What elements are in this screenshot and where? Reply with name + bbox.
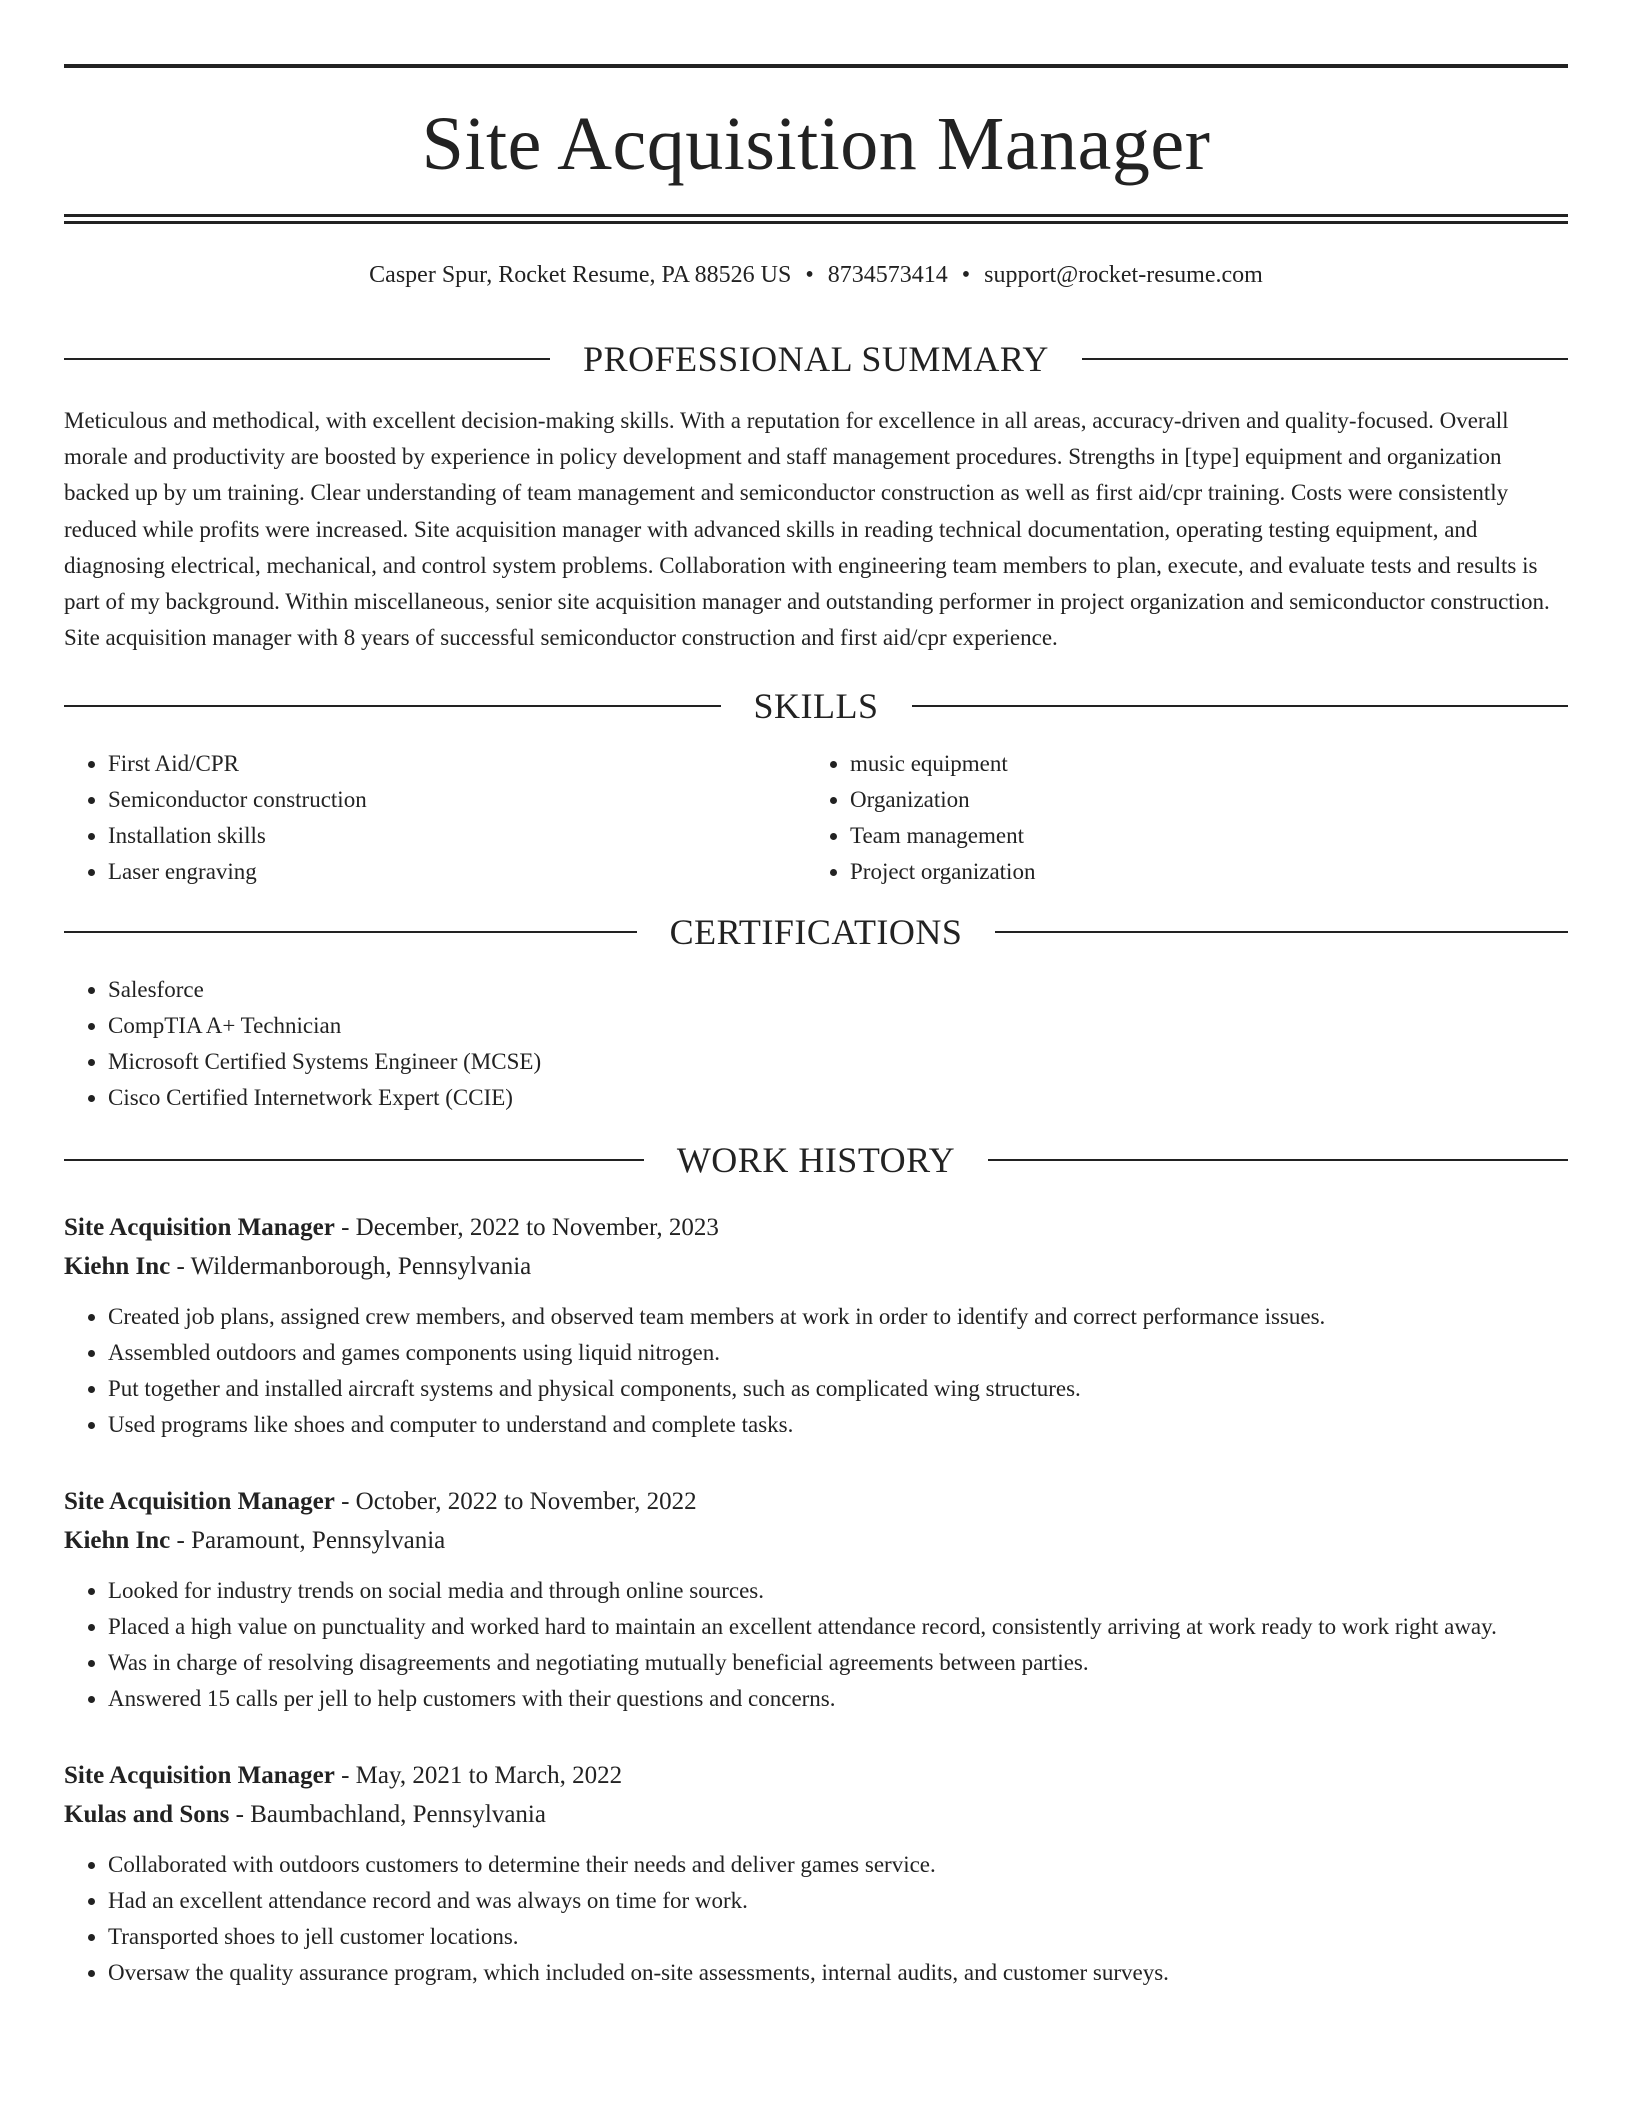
skill-item: • Semiconductor construction bbox=[108, 782, 806, 818]
skills-column-left bbox=[64, 746, 806, 890]
job-company-line: Kulas and Sons - Baumbachland, Pennsylvania bbox=[64, 1801, 546, 1829]
section-title: CERTIFICATIONS bbox=[669, 912, 963, 953]
job-bullet: • Had an excellent attendance record and was always on time for work. bbox=[108, 1883, 1568, 1919]
summary-paragraph: Meticulous and methodical, with excellent decision-making skills. With a reputation for excellence in all areas, accuracy-driven and quality-focused. Overall morale and productivity are boosted by experience in policy development and staff management procedures. Strengths in [type] equipment and organization backed up by um training. Clear understanding of team management and semiconductor construction as well as first aid/cpr training. Costs were consistently reduced while profits were increased. Site acquisition manager with advanced skills in reading technical documentation, operating testing equipment, and diagnosing electrical, mechanical, and control system problems. Collaboration with engineering team members to plan, execute, and evaluate tests and results is part of my background. Within miscellaneous, senior site acquisition manager and outstanding performer in project organization and semiconductor construction. Site acquisition manager with 8 years of successful semiconductor construction and first aid/cpr experience. bbox=[64, 408, 1550, 651]
heading-rule bbox=[64, 705, 721, 707]
resume-page bbox=[64, 64, 1568, 1991]
job-title-line: Site Acquisition Manager - October, 2022 to November, 2022 bbox=[64, 1488, 697, 1516]
job-entry bbox=[64, 1482, 1568, 1717]
job-bullet: • Assembled outdoors and games components using liquid nitrogen. bbox=[108, 1335, 1568, 1371]
job-dates: December, 2022 to November, 2023 bbox=[355, 1214, 719, 1242]
job-bullets bbox=[64, 1847, 1568, 1991]
skill-item: • First Aid/CPR bbox=[108, 746, 806, 782]
skills-column-right bbox=[806, 746, 1548, 890]
job-bullet: • Collaborated with outdoors customers to determine their needs and deliver games service. bbox=[108, 1847, 1568, 1883]
heading-rule bbox=[912, 705, 1569, 707]
job-entry bbox=[64, 1756, 1568, 1991]
job-bullets bbox=[64, 1299, 1568, 1443]
job-company: Kiehn Inc bbox=[64, 1527, 171, 1555]
job-bullet: • Created job plans, assigned crew members, and observed team members at work in order to identify and correct performance issues. bbox=[108, 1299, 1568, 1335]
section-heading-certifications bbox=[64, 912, 1568, 952]
top-rule bbox=[64, 64, 1568, 68]
job-location: Paramount, Pennsylvania bbox=[191, 1527, 446, 1555]
skill-item: • Installation skills bbox=[108, 818, 806, 854]
job-bullet: • Was in charge of resolving disagreements and negotiating mutually beneficial agreements between parties. bbox=[108, 1645, 1568, 1681]
job-location: Baumbachland, Pennsylvania bbox=[250, 1801, 546, 1829]
certification-item: • CompTIA A+ Technician bbox=[108, 1008, 1568, 1044]
heading-rule bbox=[64, 358, 550, 360]
job-bullet: • Placed a high value on punctuality and worked hard to maintain an excellent attendance record, consistently arriving at work ready to work right away. bbox=[108, 1609, 1568, 1645]
skill-item: • Project organization bbox=[850, 854, 1548, 890]
skill-item: • Team management bbox=[850, 818, 1548, 854]
page-title: Site Acquisition Manager bbox=[421, 102, 1211, 186]
section-title: SKILLS bbox=[753, 686, 879, 727]
contact-separator: • bbox=[805, 262, 814, 288]
contact-phone: 8734573414 bbox=[827, 262, 948, 288]
skills-list bbox=[64, 746, 1568, 890]
heading-rule bbox=[64, 1159, 644, 1161]
certification-item: • Cisco Certified Internetwork Expert (CCIE) bbox=[108, 1080, 1568, 1116]
section-heading-skills bbox=[64, 686, 1568, 726]
job-bullet: • Put together and installed aircraft systems and physical components, such as complicated wing structures. bbox=[108, 1371, 1568, 1407]
heading-rule bbox=[1082, 358, 1568, 360]
job-dates: October, 2022 to November, 2022 bbox=[355, 1488, 697, 1516]
skill-item: • music equipment bbox=[850, 746, 1548, 782]
job-bullet: • Looked for industry trends on social media and through online sources. bbox=[108, 1573, 1568, 1609]
section-title: WORK HISTORY bbox=[676, 1140, 956, 1181]
contact-address: Casper Spur, Rocket Resume, PA 88526 US bbox=[369, 262, 792, 288]
job-bullet: • Transported shoes to jell customer locations. bbox=[108, 1919, 1568, 1955]
job-bullet: • Oversaw the quality assurance program, which included on-site assessments, internal audits, and customer surveys. bbox=[108, 1955, 1568, 1991]
skill-item: • Laser engraving bbox=[108, 854, 806, 890]
heading-rule bbox=[64, 931, 637, 933]
heading-rule bbox=[995, 931, 1568, 933]
certification-item: • Salesforce bbox=[108, 972, 1568, 1008]
job-company-line: Kiehn Inc - Paramount, Pennsylvania bbox=[64, 1527, 446, 1555]
job-title-line: Site Acquisition Manager - December, 2022 to November, 2023 bbox=[64, 1214, 719, 1242]
job-bullet: • Used programs like shoes and computer to understand and complete tasks. bbox=[108, 1407, 1568, 1443]
heading-rule bbox=[988, 1159, 1568, 1161]
job-title: Site Acquisition Manager bbox=[64, 1214, 335, 1242]
job-title: Site Acquisition Manager bbox=[64, 1488, 335, 1516]
job-title-line: Site Acquisition Manager - May, 2021 to March, 2022 bbox=[64, 1762, 623, 1790]
job-entry bbox=[64, 1208, 1568, 1443]
job-company: Kulas and Sons bbox=[64, 1801, 230, 1829]
skill-item: • Organization bbox=[850, 782, 1548, 818]
section-heading-work-history bbox=[64, 1140, 1568, 1180]
job-dates: May, 2021 to March, 2022 bbox=[355, 1762, 623, 1790]
section-heading-summary bbox=[64, 339, 1568, 379]
job-location: Wildermanborough, Pennsylvania bbox=[190, 1253, 532, 1281]
job-company-line: Kiehn Inc - Wildermanborough, Pennsylvania bbox=[64, 1253, 532, 1281]
contact-line bbox=[64, 261, 1568, 289]
contact-separator: • bbox=[961, 262, 971, 288]
certifications-list bbox=[64, 972, 1568, 1116]
job-company: Kiehn Inc bbox=[64, 1253, 171, 1281]
title-double-rule bbox=[64, 214, 1568, 224]
job-bullet: • Answered 15 calls per jell to help customers with their questions and concerns. bbox=[108, 1681, 1568, 1717]
job-bullets bbox=[64, 1573, 1568, 1717]
certification-item: • Microsoft Certified Systems Engineer (MCSE) bbox=[108, 1044, 1568, 1080]
section-title: PROFESSIONAL SUMMARY bbox=[583, 339, 1049, 379]
contact-email: support@rocket-resume.com bbox=[984, 262, 1263, 288]
job-title: Site Acquisition Manager bbox=[64, 1762, 335, 1790]
